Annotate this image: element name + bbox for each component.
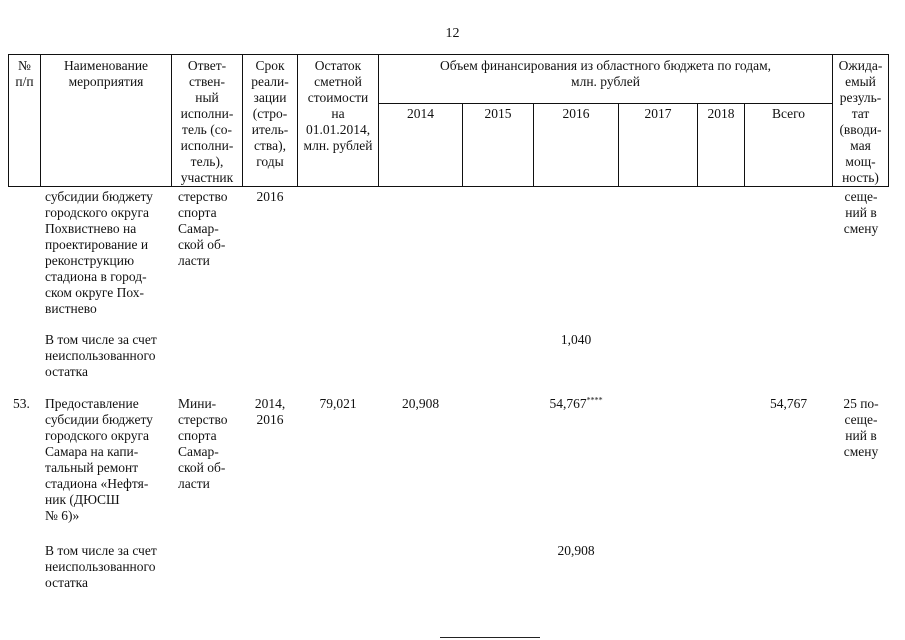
- row-cont-name: субсидии бюджету городского округа Похвистнево на проектирование и реконструкцию стадиона в город- ском округе Пох- вистнево: [45, 189, 153, 316]
- sub2-2016: 20,908: [557, 543, 595, 558]
- header-year-2017: 2017: [644, 106, 672, 121]
- page-number: 12: [445, 26, 460, 41]
- row53-2016-footnote-mark: ****: [586, 395, 603, 405]
- header-bottom-border: [8, 186, 889, 187]
- row53-2014: 20,908: [401, 396, 440, 411]
- row-cont-term: 2016: [256, 189, 284, 204]
- years-row-divider: [378, 103, 832, 104]
- header-total: Всего: [771, 106, 806, 121]
- row53-name: Предоставление субсидии бюджету городского округа Самара на капи- тальный ремонт стадиона «Нефтя- ник (ДЮСШ № 6)»: [45, 396, 153, 523]
- header-year-2015: 2015: [484, 106, 512, 121]
- row53-responsible: Мини- стерство спорта Самар- ской об- ласти: [178, 396, 228, 491]
- row53-num: 53.: [13, 396, 30, 411]
- row53-result: 25 по- сеще- ний в смену: [843, 396, 879, 459]
- header-balance: Остаток сметной стоимости на 01.01.2014, млн. рублей: [303, 58, 373, 153]
- header-year-2014: 2014: [407, 106, 434, 121]
- sub1-name: В том числе за счет неиспользованного остатка: [45, 332, 157, 379]
- table-top-border: [8, 54, 889, 55]
- header-responsible: Ответ- ствен- ный исполни- тель (со- исполни- тель), участник: [180, 58, 234, 185]
- header-result: Ожида- емый резуль- тат (вводи- мая мощ- ность): [838, 58, 883, 185]
- footer-rule: [440, 637, 540, 638]
- row-cont-result: сеще- ний в смену: [843, 189, 879, 236]
- row53-total: 54,767: [769, 396, 808, 411]
- sub2-name: В том числе за счет неиспользованного остатка: [45, 543, 157, 590]
- sub1-2016: 1,040: [560, 332, 592, 347]
- row53-2016-value: 54,767: [549, 396, 587, 411]
- header-year-2018: 2018: [707, 106, 735, 121]
- header-term: Срок реали- зации (стро- итель- ства), годы: [251, 58, 289, 169]
- header-name: Наименование мероприятия: [63, 58, 149, 89]
- header-funding: Объем финансирования из областного бюджета по годам, млн. рублей: [439, 58, 772, 89]
- row53-term: 2014, 2016: [254, 396, 286, 427]
- header-num: № п/п: [15, 58, 34, 89]
- row53-2016: [534, 396, 618, 412]
- table-right-border: [888, 54, 889, 187]
- header-year-2016: 2016: [562, 106, 590, 121]
- row53-balance: 79,021: [319, 396, 357, 411]
- row-cont-responsible: стерство спорта Самар- ской об- ласти: [178, 189, 228, 268]
